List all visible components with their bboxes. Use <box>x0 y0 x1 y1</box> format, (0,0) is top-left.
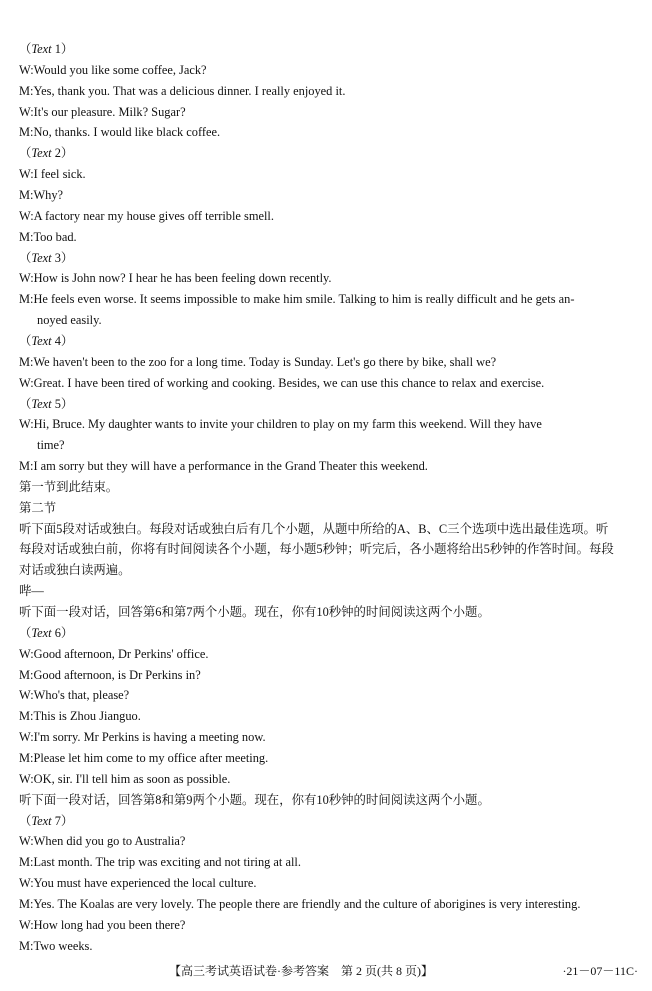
instruction-line: 听下面一段对话，回答第6和第7两个小题。现在，你有10秒钟的时间阅读这两个小题。 <box>19 605 490 619</box>
dialogue-line: W:OK, sir. I'll tell him as soon as possible. <box>19 771 231 786</box>
dialogue-line-continuation: noyed easily. <box>37 313 102 328</box>
dialogue-line-continuation: time? <box>37 438 65 453</box>
dialogue-line: W:Good afternoon, Dr Perkins' office. <box>19 646 209 661</box>
text-section-label: （Text 5） <box>19 396 74 411</box>
dialogue-line: M:Please let him come to my office after meeting. <box>19 750 269 765</box>
text-section-label: （Text 6） <box>19 625 74 640</box>
dialogue-line: W:How is John now? I hear he has been feeling down recently. <box>19 271 332 286</box>
instruction-line: 听下面一段对话，回答第8和第9两个小题。现在，你有10秒钟的时间阅读这两个小题。 <box>19 792 490 807</box>
dialogue-line: W:How long had you been there? <box>19 917 186 932</box>
dialogue-line: M:Two weeks. <box>19 938 93 953</box>
instruction-line: 对话或独白读两遍。 <box>19 563 131 578</box>
dialogue-line: W:I'm sorry. Mr Perkins is having a meeting now. <box>19 730 266 745</box>
text-section-label: （Text 1） <box>19 42 74 56</box>
dialogue-line: M:No, thanks. I would like black coffee. <box>19 125 221 140</box>
text-section-label: （Text 7） <box>19 813 74 828</box>
instruction-line: 哔— <box>19 584 44 599</box>
dialogue-line: M:Why? <box>19 188 64 202</box>
instruction-line: 第一节到此结束。 <box>19 479 119 494</box>
instruction-line: 每段对话或独白前，你将有时间阅读各个小题，每小题5秒钟；听完后，各小题将给出5秒钟的作答时间。每段 <box>19 542 614 557</box>
dialogue-line: W:A factory near my house gives off terrible smell. <box>19 208 274 223</box>
dialogue-line: M:We haven't been to the zoo for a long time. Today is Sunday. Let's go there by bike, shall we? <box>19 354 497 369</box>
page-footer <box>0 962 652 980</box>
text-section-label: （Text 2） <box>19 146 74 161</box>
instruction-line: 第二节 <box>19 500 57 515</box>
footer-code: ·21－07－11C· <box>562 964 638 978</box>
dialogue-line: M:Too bad. <box>19 229 77 244</box>
dialogue-line: W:It's our pleasure. Milk? Sugar? <box>19 104 186 119</box>
dialogue-line: W:Great. I have been tired of working and cooking. Besides, we can use this chance to relax and exercise. <box>19 375 545 390</box>
dialogue-line: W:Would you like some coffee, Jack? <box>19 62 207 77</box>
dialogue-line: W:You must have experienced the local culture. <box>19 876 257 890</box>
instruction-line: 听下面5段对话或独白。每段对话或独白后有几个小题，从题中所给的A、B、C三个选项中选出最佳选项。听 <box>19 521 609 536</box>
dialogue-line: W:I feel sick. <box>19 167 86 182</box>
dialogue-line: M:This is Zhou Jianguo. <box>19 709 141 724</box>
dialogue-line: M:Yes, thank you. That was a delicious dinner. I really enjoyed it. <box>19 83 346 98</box>
dialogue-line: M:He feels even worse. It seems impossible to make him smile. Talking to him is really difficult and he gets an- <box>19 292 575 307</box>
footer-title: 【高三考试英语试卷·参考答案 第 2 页(共 8 页)】 <box>169 964 433 978</box>
text-section-label: （Text 4） <box>19 333 74 348</box>
dialogue-line: W:Hi, Bruce. My daughter wants to invite your children to play on my farm this weekend. Will they have <box>19 417 542 432</box>
dialogue-line: M:Last month. The trip was exciting and not tiring at all. <box>19 855 301 870</box>
dialogue-line: M:Yes. The Koalas are very lovely. The people there are friendly and the culture of aborigines is very interesting. <box>19 896 581 911</box>
dialogue-line: M:Good afternoon, is Dr Perkins in? <box>19 667 201 682</box>
dialogue-line: W:When did you go to Australia? <box>19 834 186 849</box>
text-section-label: （Text 3） <box>19 250 74 265</box>
dialogue-line: W:Who's that, please? <box>19 688 130 703</box>
dialogue-line: M:I am sorry but they will have a performance in the Grand Theater this weekend. <box>19 459 428 473</box>
